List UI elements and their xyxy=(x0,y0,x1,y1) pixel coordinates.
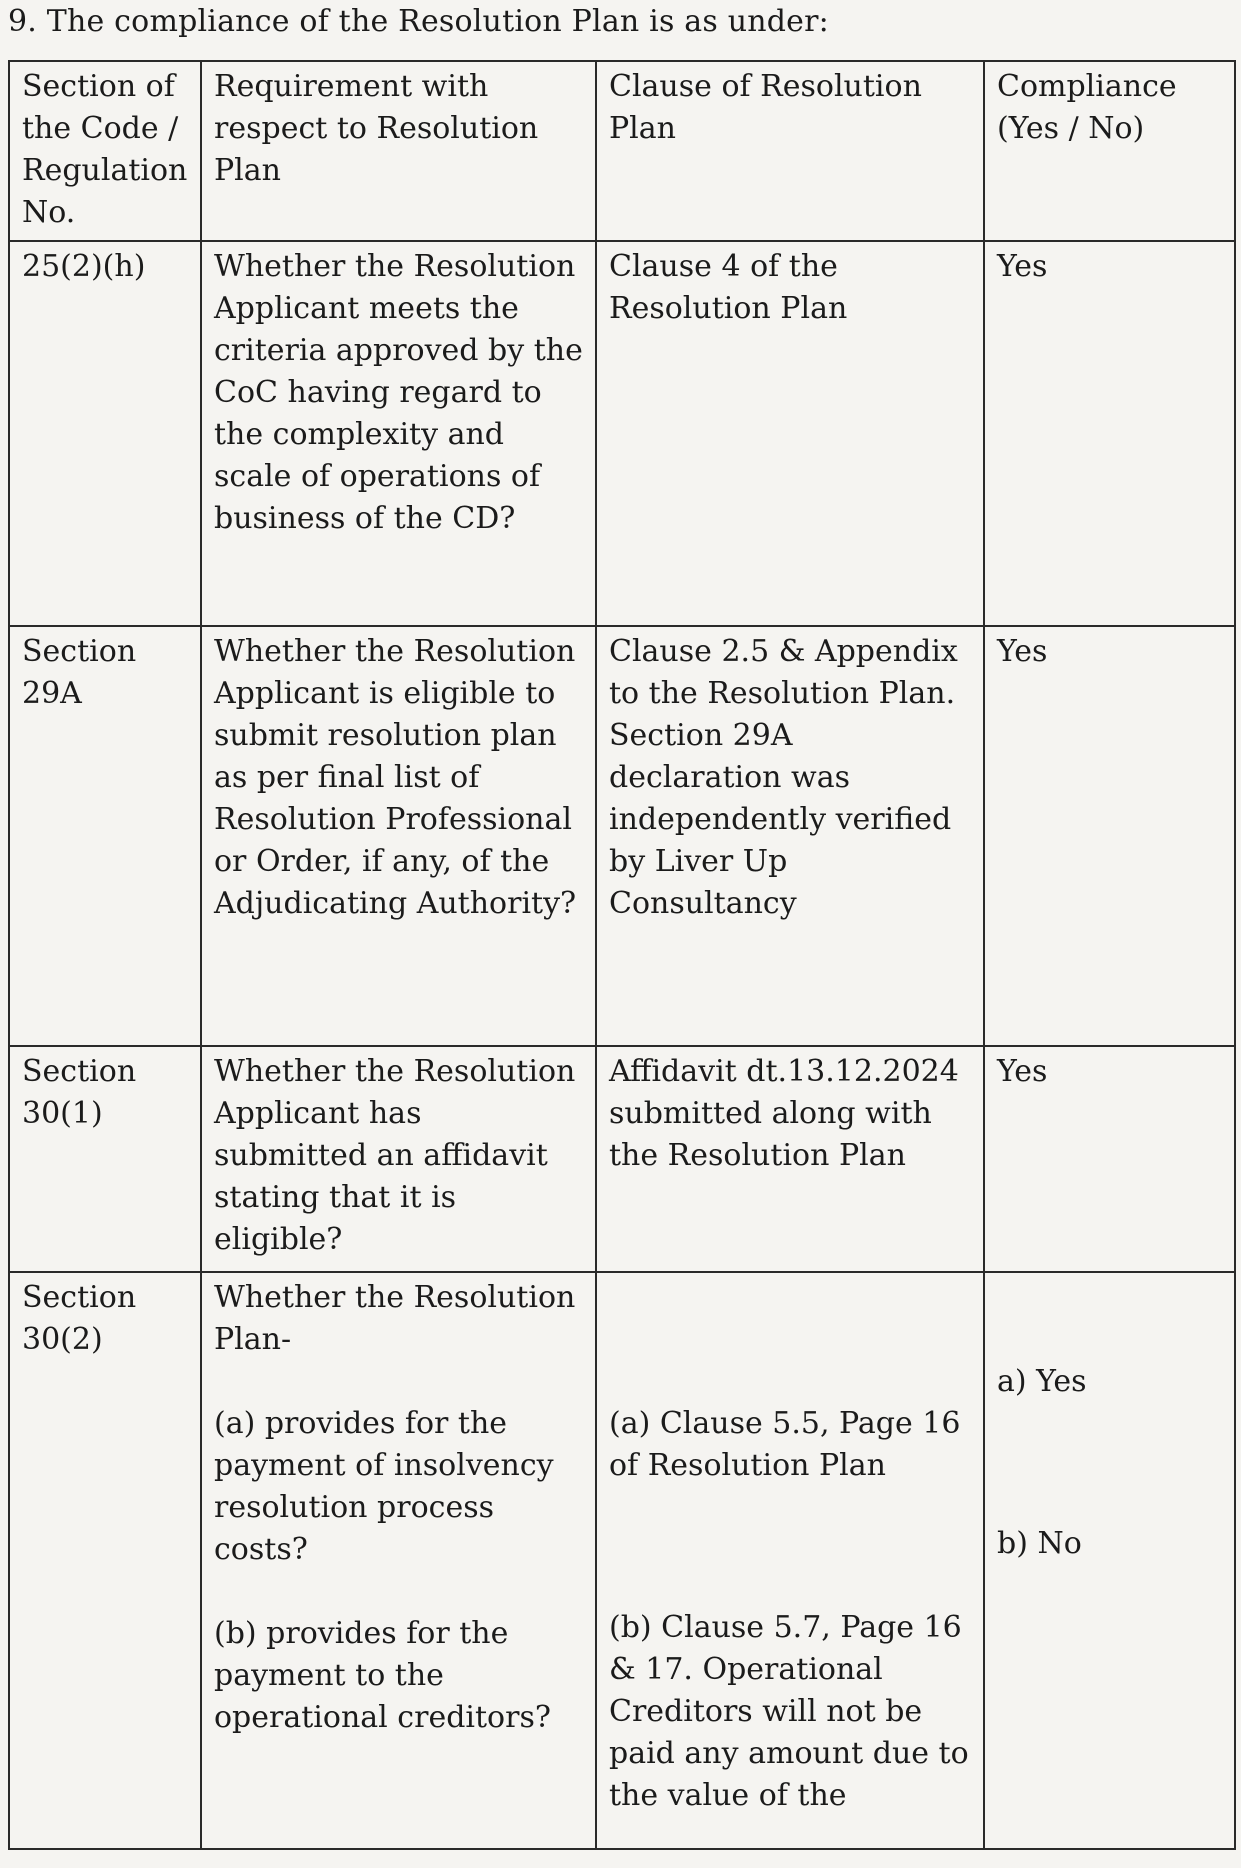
cell-compliance: Yes xyxy=(984,241,1235,626)
cell-requirement: Whether the Resolution Applicant meets the criteria approved by the CoC having regard to the complexity and scale of operations of business of the CD? xyxy=(201,241,596,626)
table-row xyxy=(9,626,1235,1046)
compliance-a: a) Yes xyxy=(997,1364,1087,1399)
cell-clause: Clause 2.5 & Appendix to the Resolution Plan. Section 29A declaration was independently verified by Liver Up Consultancy xyxy=(596,626,984,1046)
cell-requirement xyxy=(201,1272,596,1849)
spacer xyxy=(997,1403,1222,1445)
cell-compliance: Yes xyxy=(984,1046,1235,1272)
spacer xyxy=(609,1361,971,1403)
cell-section: Section 30(1) xyxy=(9,1046,201,1272)
clause-b: (b) Clause 5.7, Page 16 & 17. Operational Creditors will not be paid any amount due to the value of the xyxy=(609,1610,969,1813)
table-row xyxy=(9,241,1235,626)
compliance-table xyxy=(8,60,1236,1850)
cell-section: Section 30(2) xyxy=(9,1272,201,1849)
requirement-b: (b) provides for the payment to the operational creditors? xyxy=(214,1616,551,1735)
spacer xyxy=(997,1277,1222,1319)
spacer xyxy=(609,1277,971,1319)
section-heading: 9. The compliance of the Resolution Plan is as under: xyxy=(8,4,829,39)
spacer xyxy=(997,1445,1222,1487)
cell-compliance xyxy=(984,1272,1235,1849)
header-clause: Clause of Resolution Plan xyxy=(596,61,984,241)
cell-clause xyxy=(596,1272,984,1849)
cell-section: 25(2)(h) xyxy=(9,241,201,626)
table-row xyxy=(9,1046,1235,1272)
clause-a: (a) Clause 5.5, Page 16 of Resolution Plan xyxy=(609,1406,961,1483)
requirement-a: (a) provides for the payment of insolvency resolution process costs? xyxy=(214,1406,554,1567)
compliance-b: b) No xyxy=(997,1526,1082,1561)
cell-requirement: Whether the Resolution Applicant has submitted an affidavit stating that it is eligible? xyxy=(201,1046,596,1272)
cell-compliance: Yes xyxy=(984,626,1235,1046)
cell-requirement: Whether the Resolution Applicant is eligible to submit resolution plan as per final list of Resolution Professional or Order, if any, of the Adjudicating Authority? xyxy=(201,626,596,1046)
requirement-intro: Whether the Resolution Plan- xyxy=(214,1280,576,1357)
header-compliance: Compliance (Yes / No) xyxy=(984,61,1235,241)
cell-clause: Clause 4 of the Resolution Plan xyxy=(596,241,984,626)
table-header-row xyxy=(9,61,1235,241)
cell-section: Section 29A xyxy=(9,626,201,1046)
cell-clause: Affidavit dt.13.12.2024 submitted along with the Resolution Plan xyxy=(596,1046,984,1272)
spacer xyxy=(609,1571,971,1607)
spacer xyxy=(609,1487,971,1529)
table-row xyxy=(9,1272,1235,1849)
header-section: Section of the Code / Regulation No. xyxy=(9,61,201,241)
header-requirement: Requirement with respect to Resolution Plan xyxy=(201,61,596,241)
spacer xyxy=(609,1319,971,1361)
spacer xyxy=(609,1529,971,1571)
spacer xyxy=(997,1319,1222,1361)
spacer xyxy=(214,1361,583,1403)
spacer xyxy=(997,1487,1222,1523)
spacer xyxy=(214,1571,583,1613)
